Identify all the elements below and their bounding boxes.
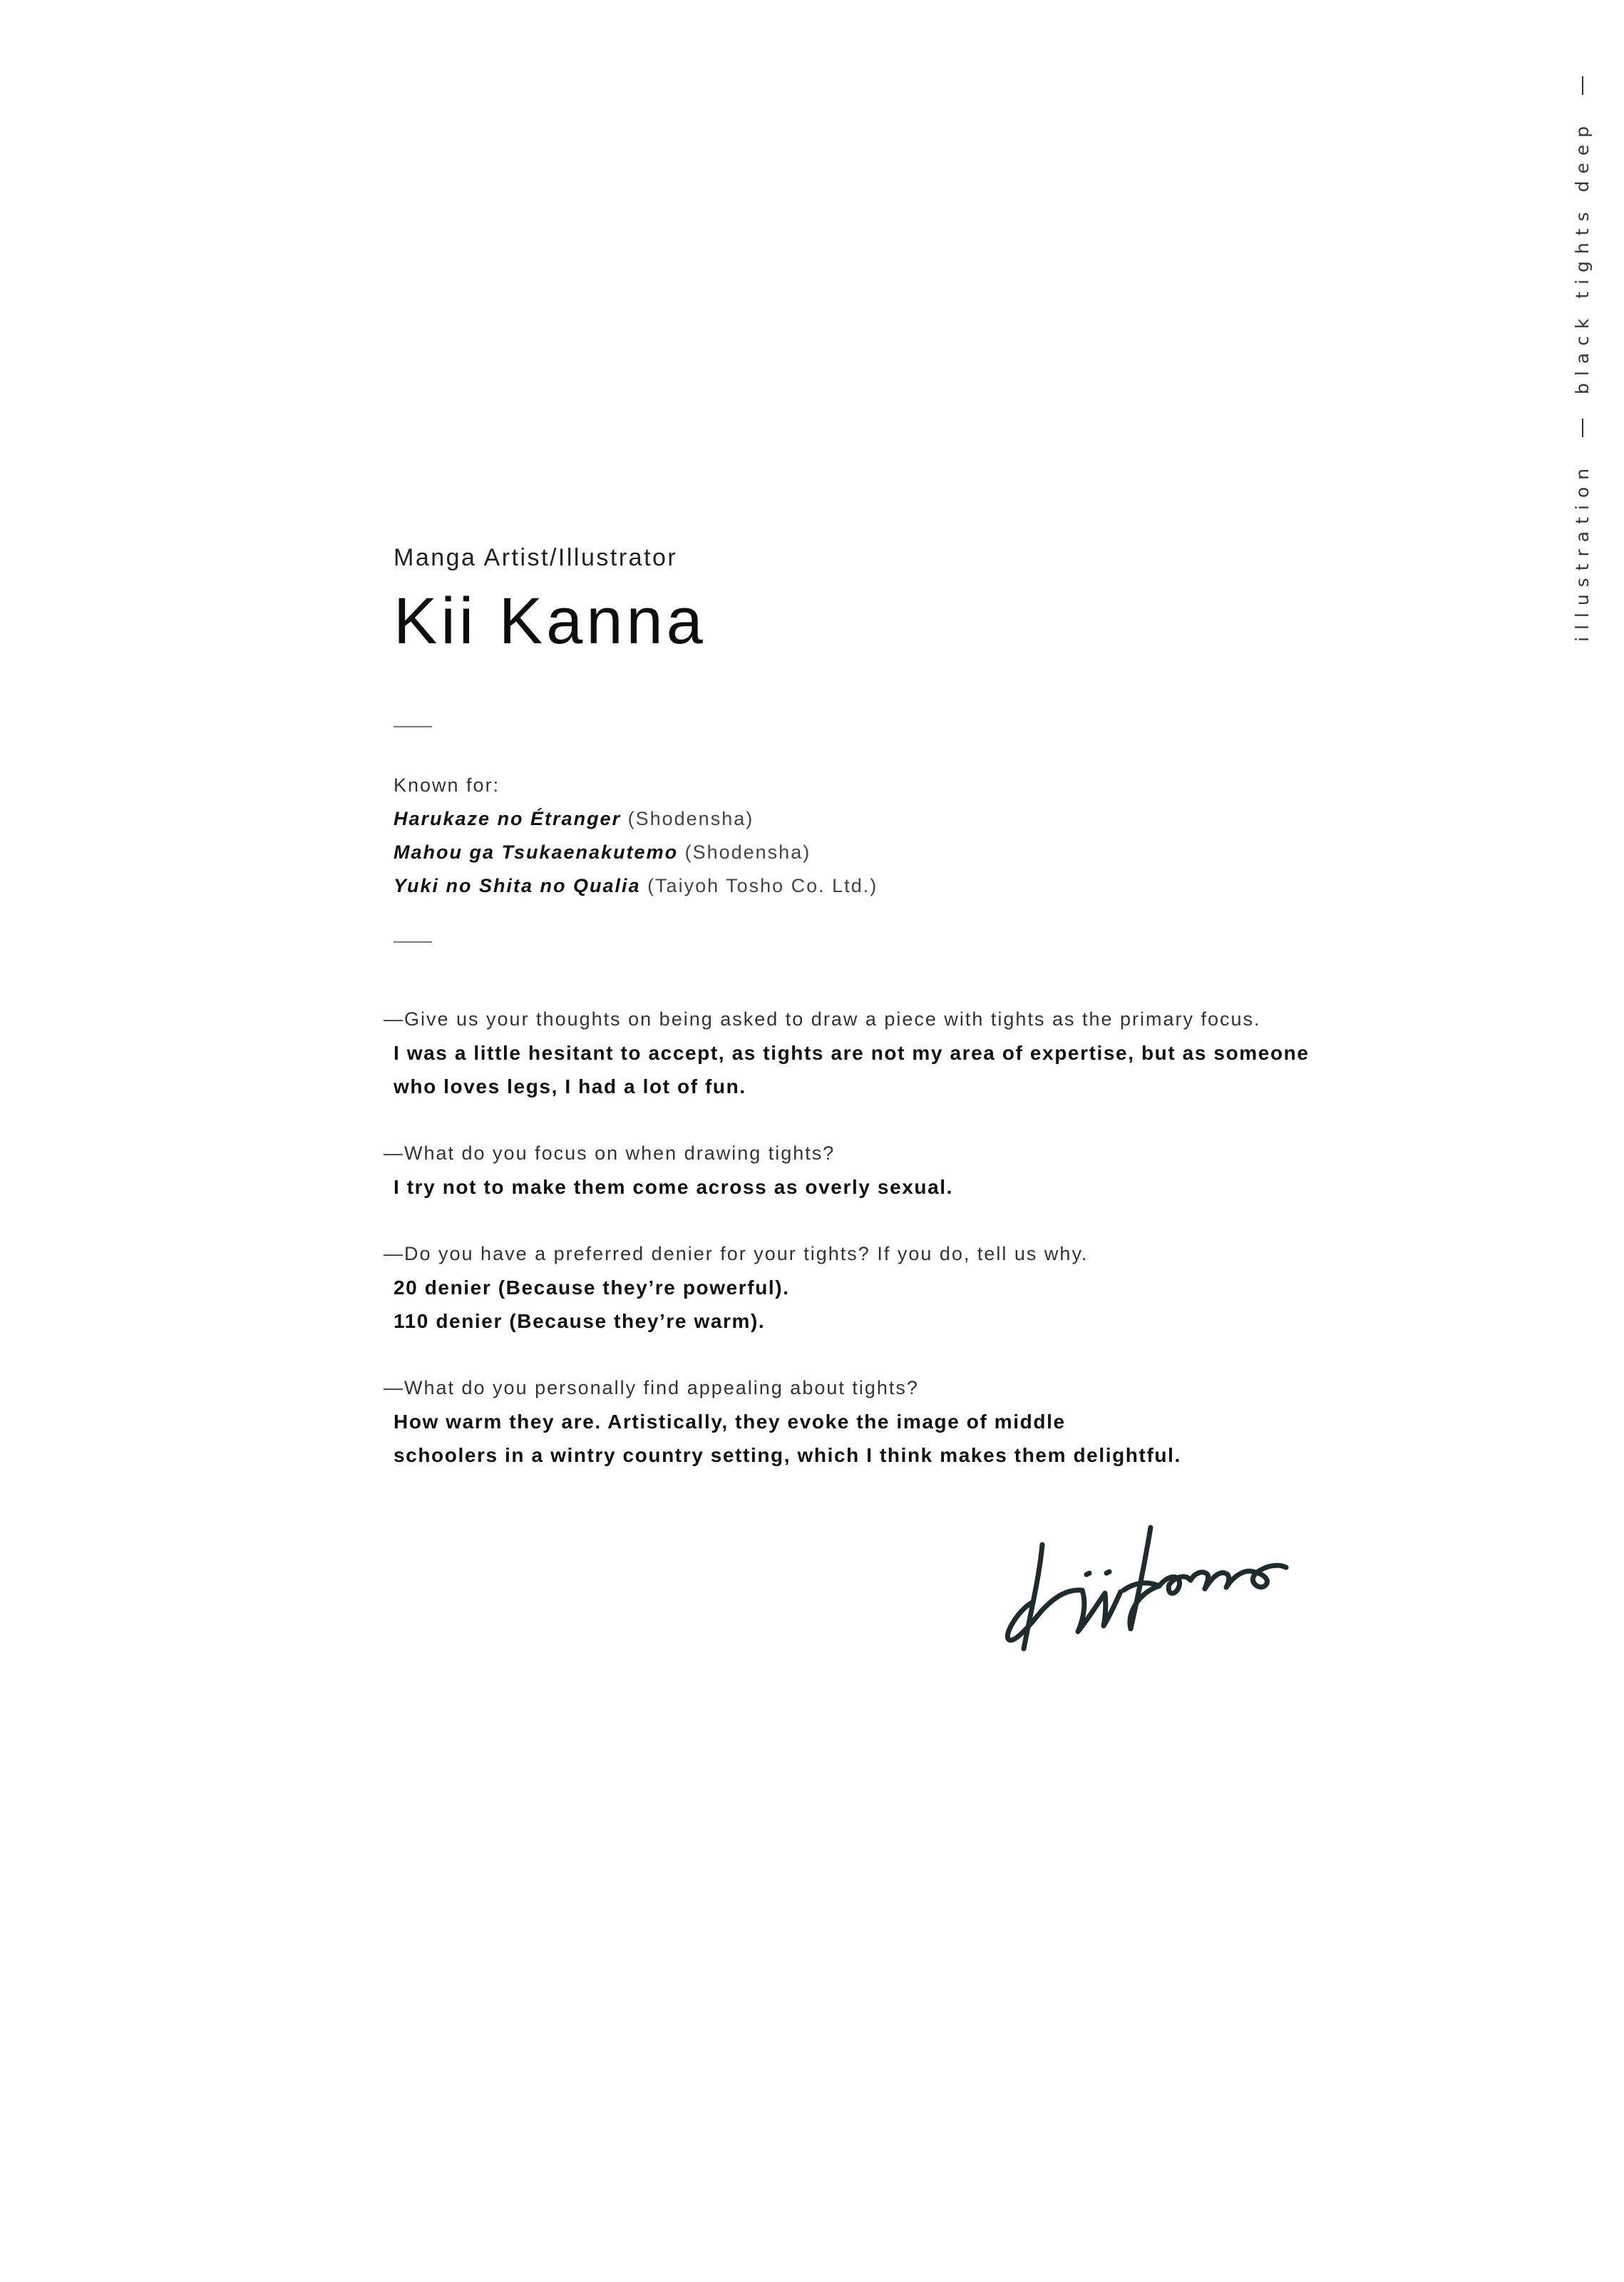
interview-question: —Give us your thoughts on being asked to draw a piece with tights as the primary focus. (384, 1008, 1261, 1030)
signature-stroke (1024, 1545, 1042, 1649)
known-for-item (394, 869, 1363, 903)
interview-item (384, 1371, 1363, 1472)
side-label-end-bar (1582, 76, 1583, 95)
artist-signature (998, 1512, 1297, 1654)
interview-answer-line: I try not to make them come across as overly sexual. (394, 1176, 954, 1198)
side-label-category: illustration (1572, 461, 1593, 642)
interview-answer-line: 20 denier (Because they’re powerful). (394, 1276, 790, 1299)
artist-name: Kii Kanna (394, 585, 706, 658)
signature-stroke (1106, 1572, 1109, 1573)
interview-answer-line: who loves legs, I had a lot of fun. (394, 1075, 746, 1097)
signature-stroke (1159, 1565, 1286, 1593)
interview-question: —What do you focus on when drawing tights? (384, 1142, 836, 1164)
known-for-section (394, 769, 1363, 903)
side-label-series: black tights deep (1572, 118, 1593, 394)
profile-content (384, 541, 1363, 1505)
work-publisher: (Taiyoh Tosho Co. Ltd.) (647, 875, 878, 896)
known-for-item (394, 836, 1363, 869)
known-for-label: Known for: (394, 774, 500, 796)
interview-answer-line: I was a little hesitant to accept, as tights are not my area of expertise, but as someone (394, 1042, 1310, 1064)
divider-rule (394, 941, 432, 943)
interview-item (384, 1137, 1363, 1204)
known-for-item (394, 802, 1363, 836)
artist-role: Manga Artist/Illustrator (394, 544, 678, 571)
work-title: Mahou ga Tsukaenakutemo (394, 841, 679, 863)
signature-stroke (1086, 1573, 1089, 1575)
signature-stroke (1078, 1590, 1121, 1632)
interview-answer-line: 110 denier (Because they’re warm). (394, 1310, 766, 1332)
side-label-text (1572, 76, 1593, 642)
interview-question: —Do you have a preferred denier for your tights? If you do, tell us why. (384, 1243, 1089, 1264)
work-title: Harukaze no Étranger (394, 808, 622, 829)
interview-answer-line: schoolers in a wintry country setting, which I think makes them delightful. (394, 1444, 1181, 1466)
divider-rule (394, 726, 432, 727)
work-publisher: (Shodensha) (627, 808, 754, 829)
interview-item (384, 1237, 1363, 1338)
side-label-divider (1582, 419, 1583, 437)
signature-stroke (1007, 1590, 1082, 1640)
work-publisher: (Shodensha) (684, 841, 811, 863)
work-title: Yuki no Shita no Qualia (394, 875, 641, 896)
interview-item (384, 1003, 1363, 1103)
interview-question: —What do you personally find appealing about tights? (384, 1377, 919, 1398)
interview-section (384, 1003, 1363, 1472)
interview-answer-line: How warm they are. Artistically, they evoke the image of middle (394, 1411, 1066, 1433)
